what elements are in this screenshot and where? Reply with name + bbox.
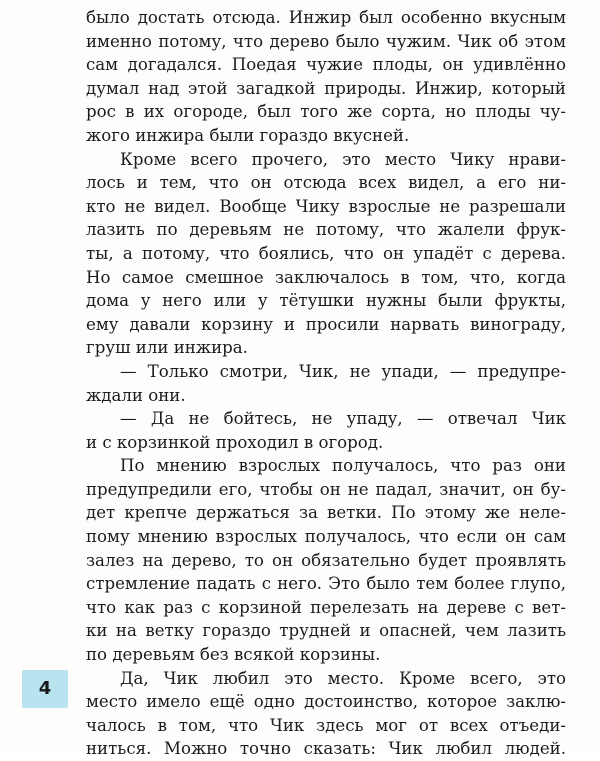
text-line: сам догадался. Поедая чужие плоды, он удивлённо: [86, 55, 566, 75]
text-line: дет крепче держаться за ветки. По этому же неле-: [86, 503, 566, 523]
text-line: пому мнению взрослых получалось, что если он сам: [86, 527, 566, 547]
text-line: именно потому, что дерево было чужим. Чик об этом: [86, 31, 566, 51]
text-line: ки на ветку гораздо трудней и опасней, чем лазить: [86, 621, 566, 641]
text-line: по деревьям без всякой корзины.: [86, 645, 381, 665]
page-number-badge: 4: [22, 670, 68, 708]
text-line: думал над этой загадкой природы. Инжир, который: [86, 78, 566, 98]
text-line: место имело ещё одно достоинство, которое заклю-: [86, 692, 566, 712]
text-line: что как раз с корзиной перелезать на дереве с вет-: [86, 597, 566, 617]
text-line: ты, а потому, что боялись, что он упадёт с дерева.: [86, 243, 566, 263]
text-line: и с корзинкой проходил в огород.: [86, 432, 384, 452]
text-line: предупредили его, чтобы он не падал, значит, он бу-: [86, 479, 566, 499]
text-line: рос в их огороде, был того же сорта, но плоды чу-: [86, 102, 566, 122]
text-line: ждали они.: [86, 385, 186, 405]
text-line: груш или инжира.: [86, 338, 248, 358]
text-line: — Только смотри, Чик, не упади, — предупре-: [120, 361, 566, 381]
body-text: [86, 6, 566, 761]
text-line: чалось в том, что Чик здесь мог от всех отъеди-: [86, 715, 566, 735]
text-line: ему давали корзину и просили нарвать винограду,: [86, 314, 566, 334]
text-line: залез на дерево, то он обязательно будет проявлять: [86, 550, 566, 570]
text-line: лазить по деревьям не потому, что жалели фрук-: [86, 220, 566, 240]
text-line: жого инжира были гораздо вкусней.: [86, 125, 410, 145]
text-line: Но самое смешное заключалось в том, что, когда: [86, 267, 566, 287]
text-line: стремление падать с него. Это было тем более глупо,: [86, 574, 566, 594]
text-line: Да, Чик любил это место. Кроме всего, это: [120, 668, 566, 688]
text-line: Кроме всего прочего, это место Чику нрави-: [120, 149, 566, 169]
text-line: — Да не бойтесь, не упаду, — отвечал Чик: [120, 409, 566, 429]
text-line: кто не видел. Вообще Чику взрослые не разрешали: [86, 196, 566, 216]
text-line: лось и тем, что он отсюда всех видел, а его ни-: [86, 173, 566, 193]
text-line: дома у него или у тётушки нужны были фрукты,: [86, 291, 566, 311]
text-line: По мнению взрослых получалось, что раз они: [120, 456, 566, 476]
text-line: было достать отсюда. Инжир был особенно вкусным: [86, 8, 566, 27]
text-line: ниться. Можно точно сказать: Чик любил людей.: [86, 739, 566, 759]
